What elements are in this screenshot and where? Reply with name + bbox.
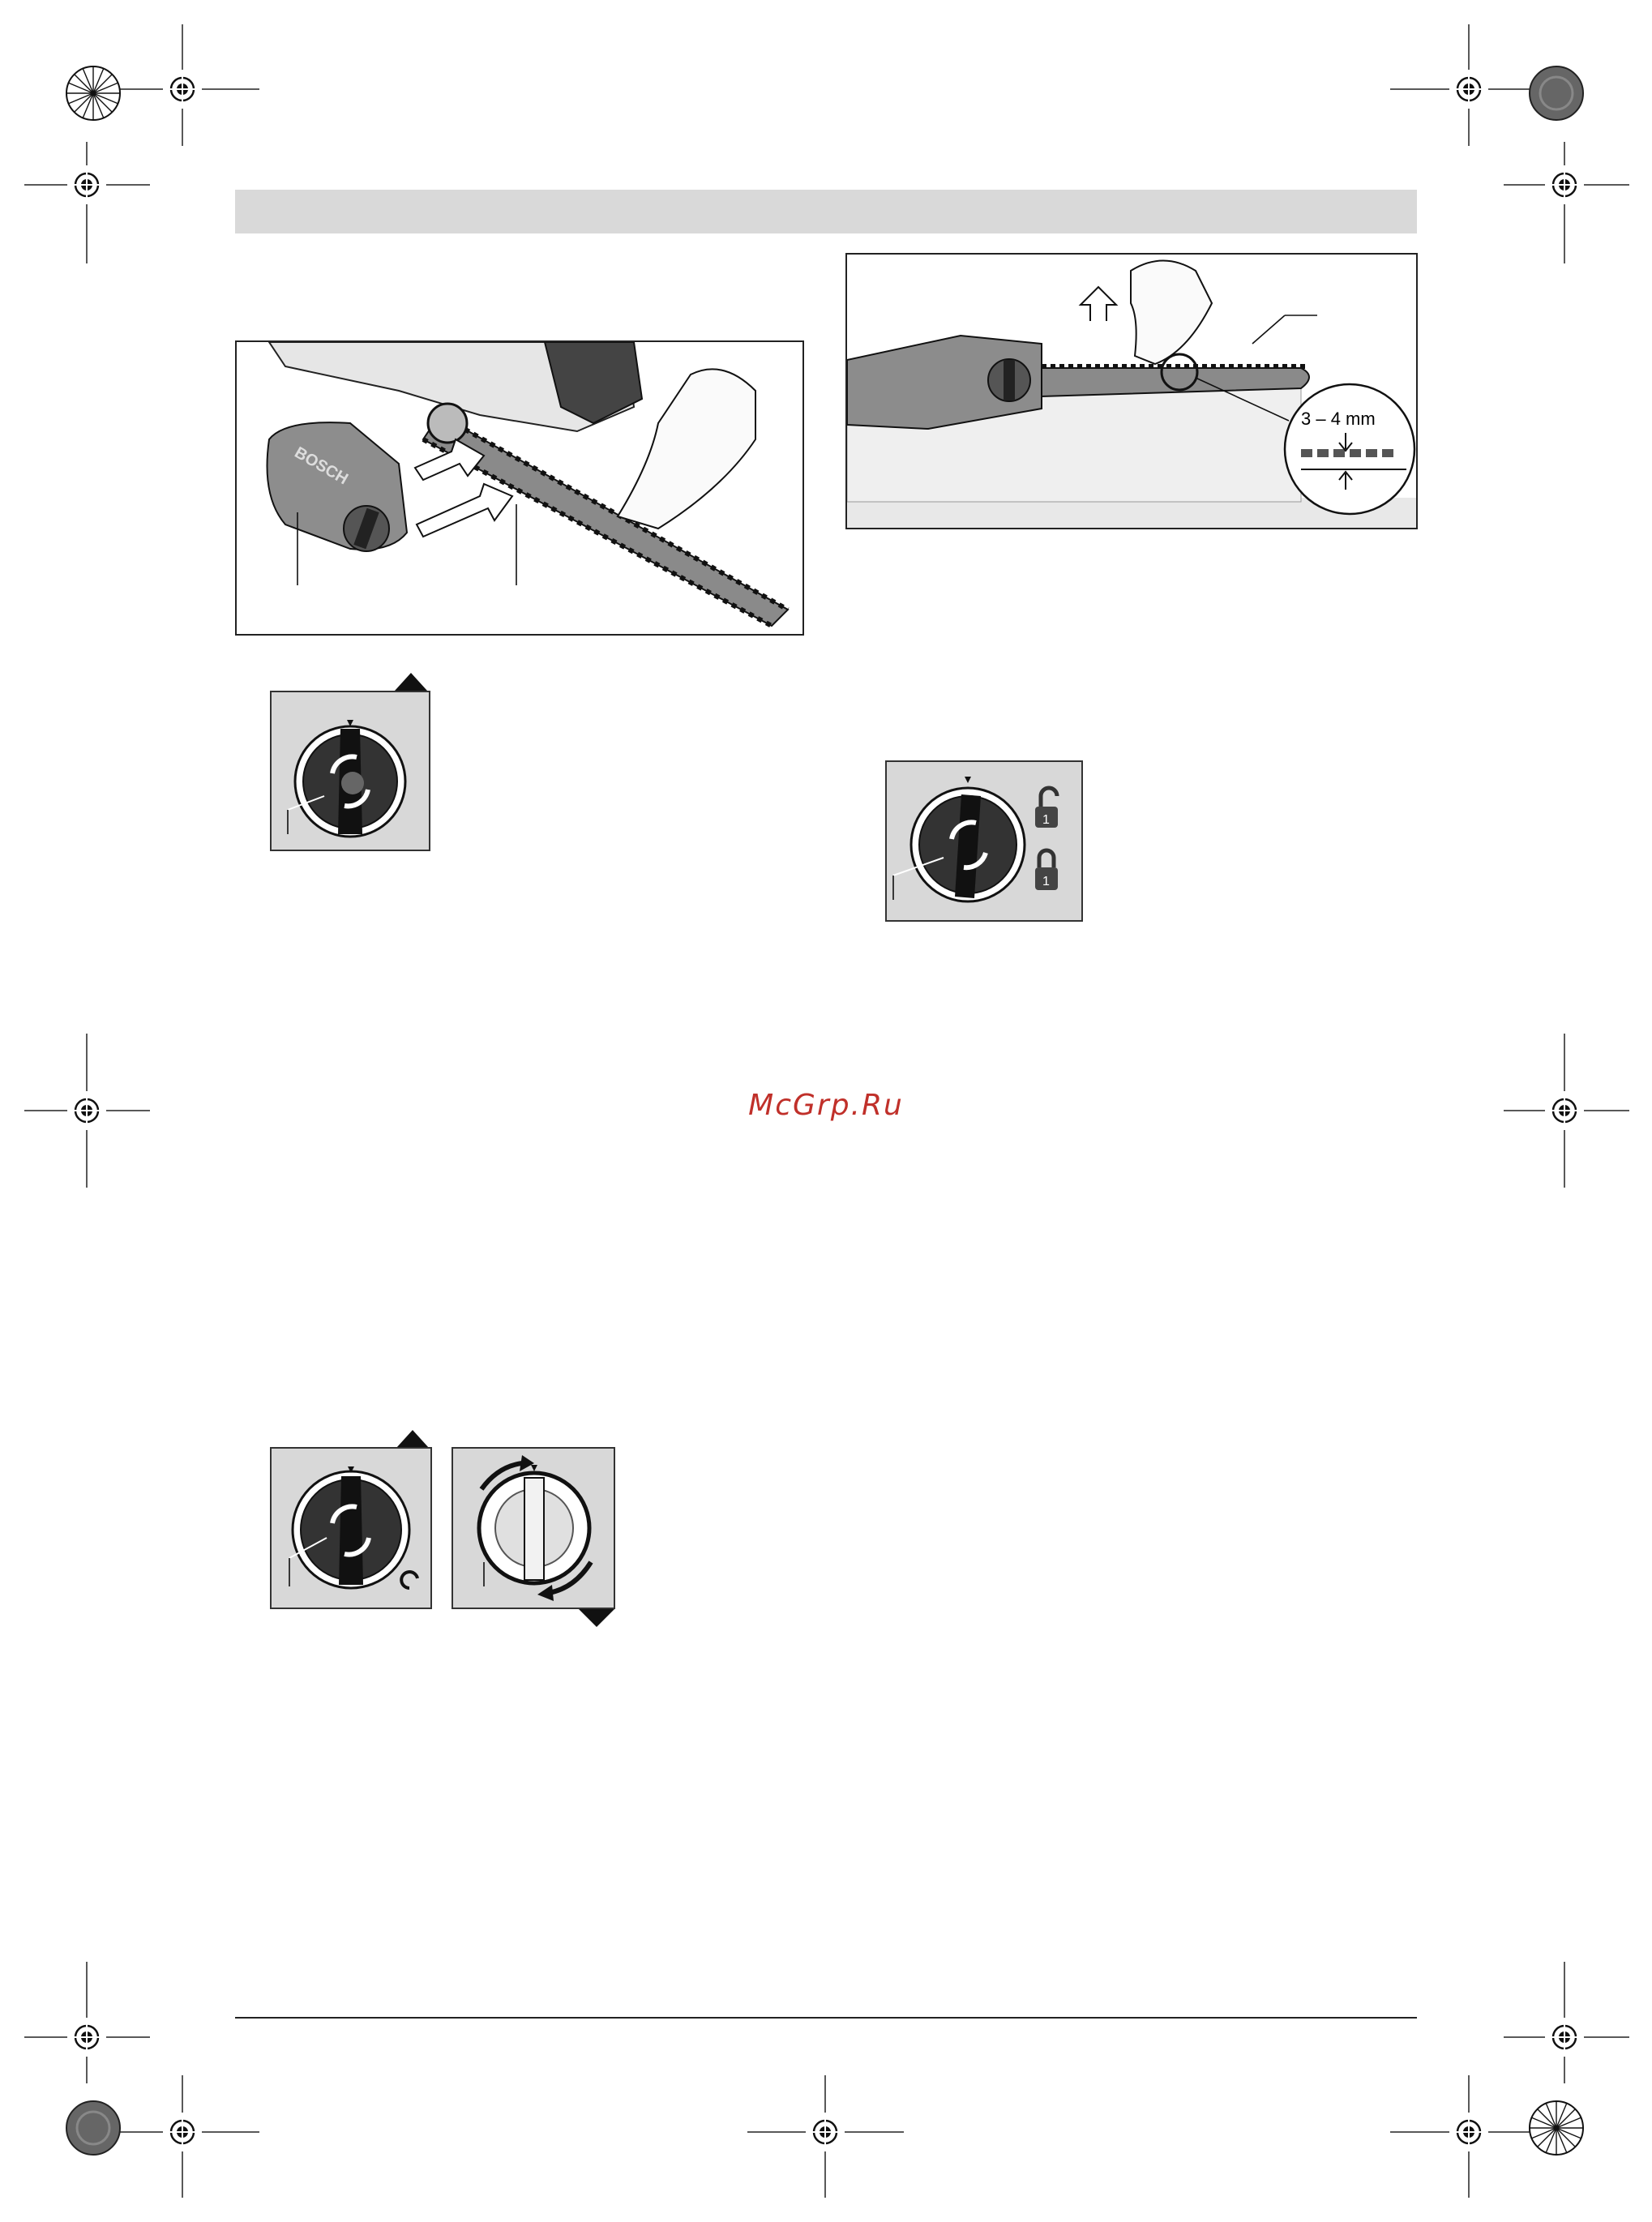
rotate-icon xyxy=(401,1572,417,1588)
svg-text:1: 1 xyxy=(1042,875,1050,888)
brand-mark: BOSCH xyxy=(291,443,352,489)
watermark: McGrp.Ru xyxy=(748,1089,904,1122)
footer-rule xyxy=(235,2017,1417,2019)
figure-chain-tension xyxy=(845,253,1418,529)
figure-chain-cover-assembly xyxy=(235,340,804,636)
corner-triangle-marker xyxy=(395,673,427,691)
corner-triangle-marker xyxy=(579,1609,614,1627)
dial-panel-release xyxy=(270,1447,432,1609)
padlock-open-icon xyxy=(1035,788,1058,828)
header-bar xyxy=(235,190,1417,233)
measure-label: 3 – 4 mm xyxy=(1301,409,1376,429)
corner-triangle-marker xyxy=(396,1430,429,1448)
svg-text:1: 1 xyxy=(1042,813,1050,827)
dial-panel-lock xyxy=(885,760,1083,922)
dial-panel-tighten xyxy=(270,691,430,851)
padlock-closed-icon xyxy=(1035,850,1058,890)
dial-panel-turn xyxy=(452,1447,615,1609)
